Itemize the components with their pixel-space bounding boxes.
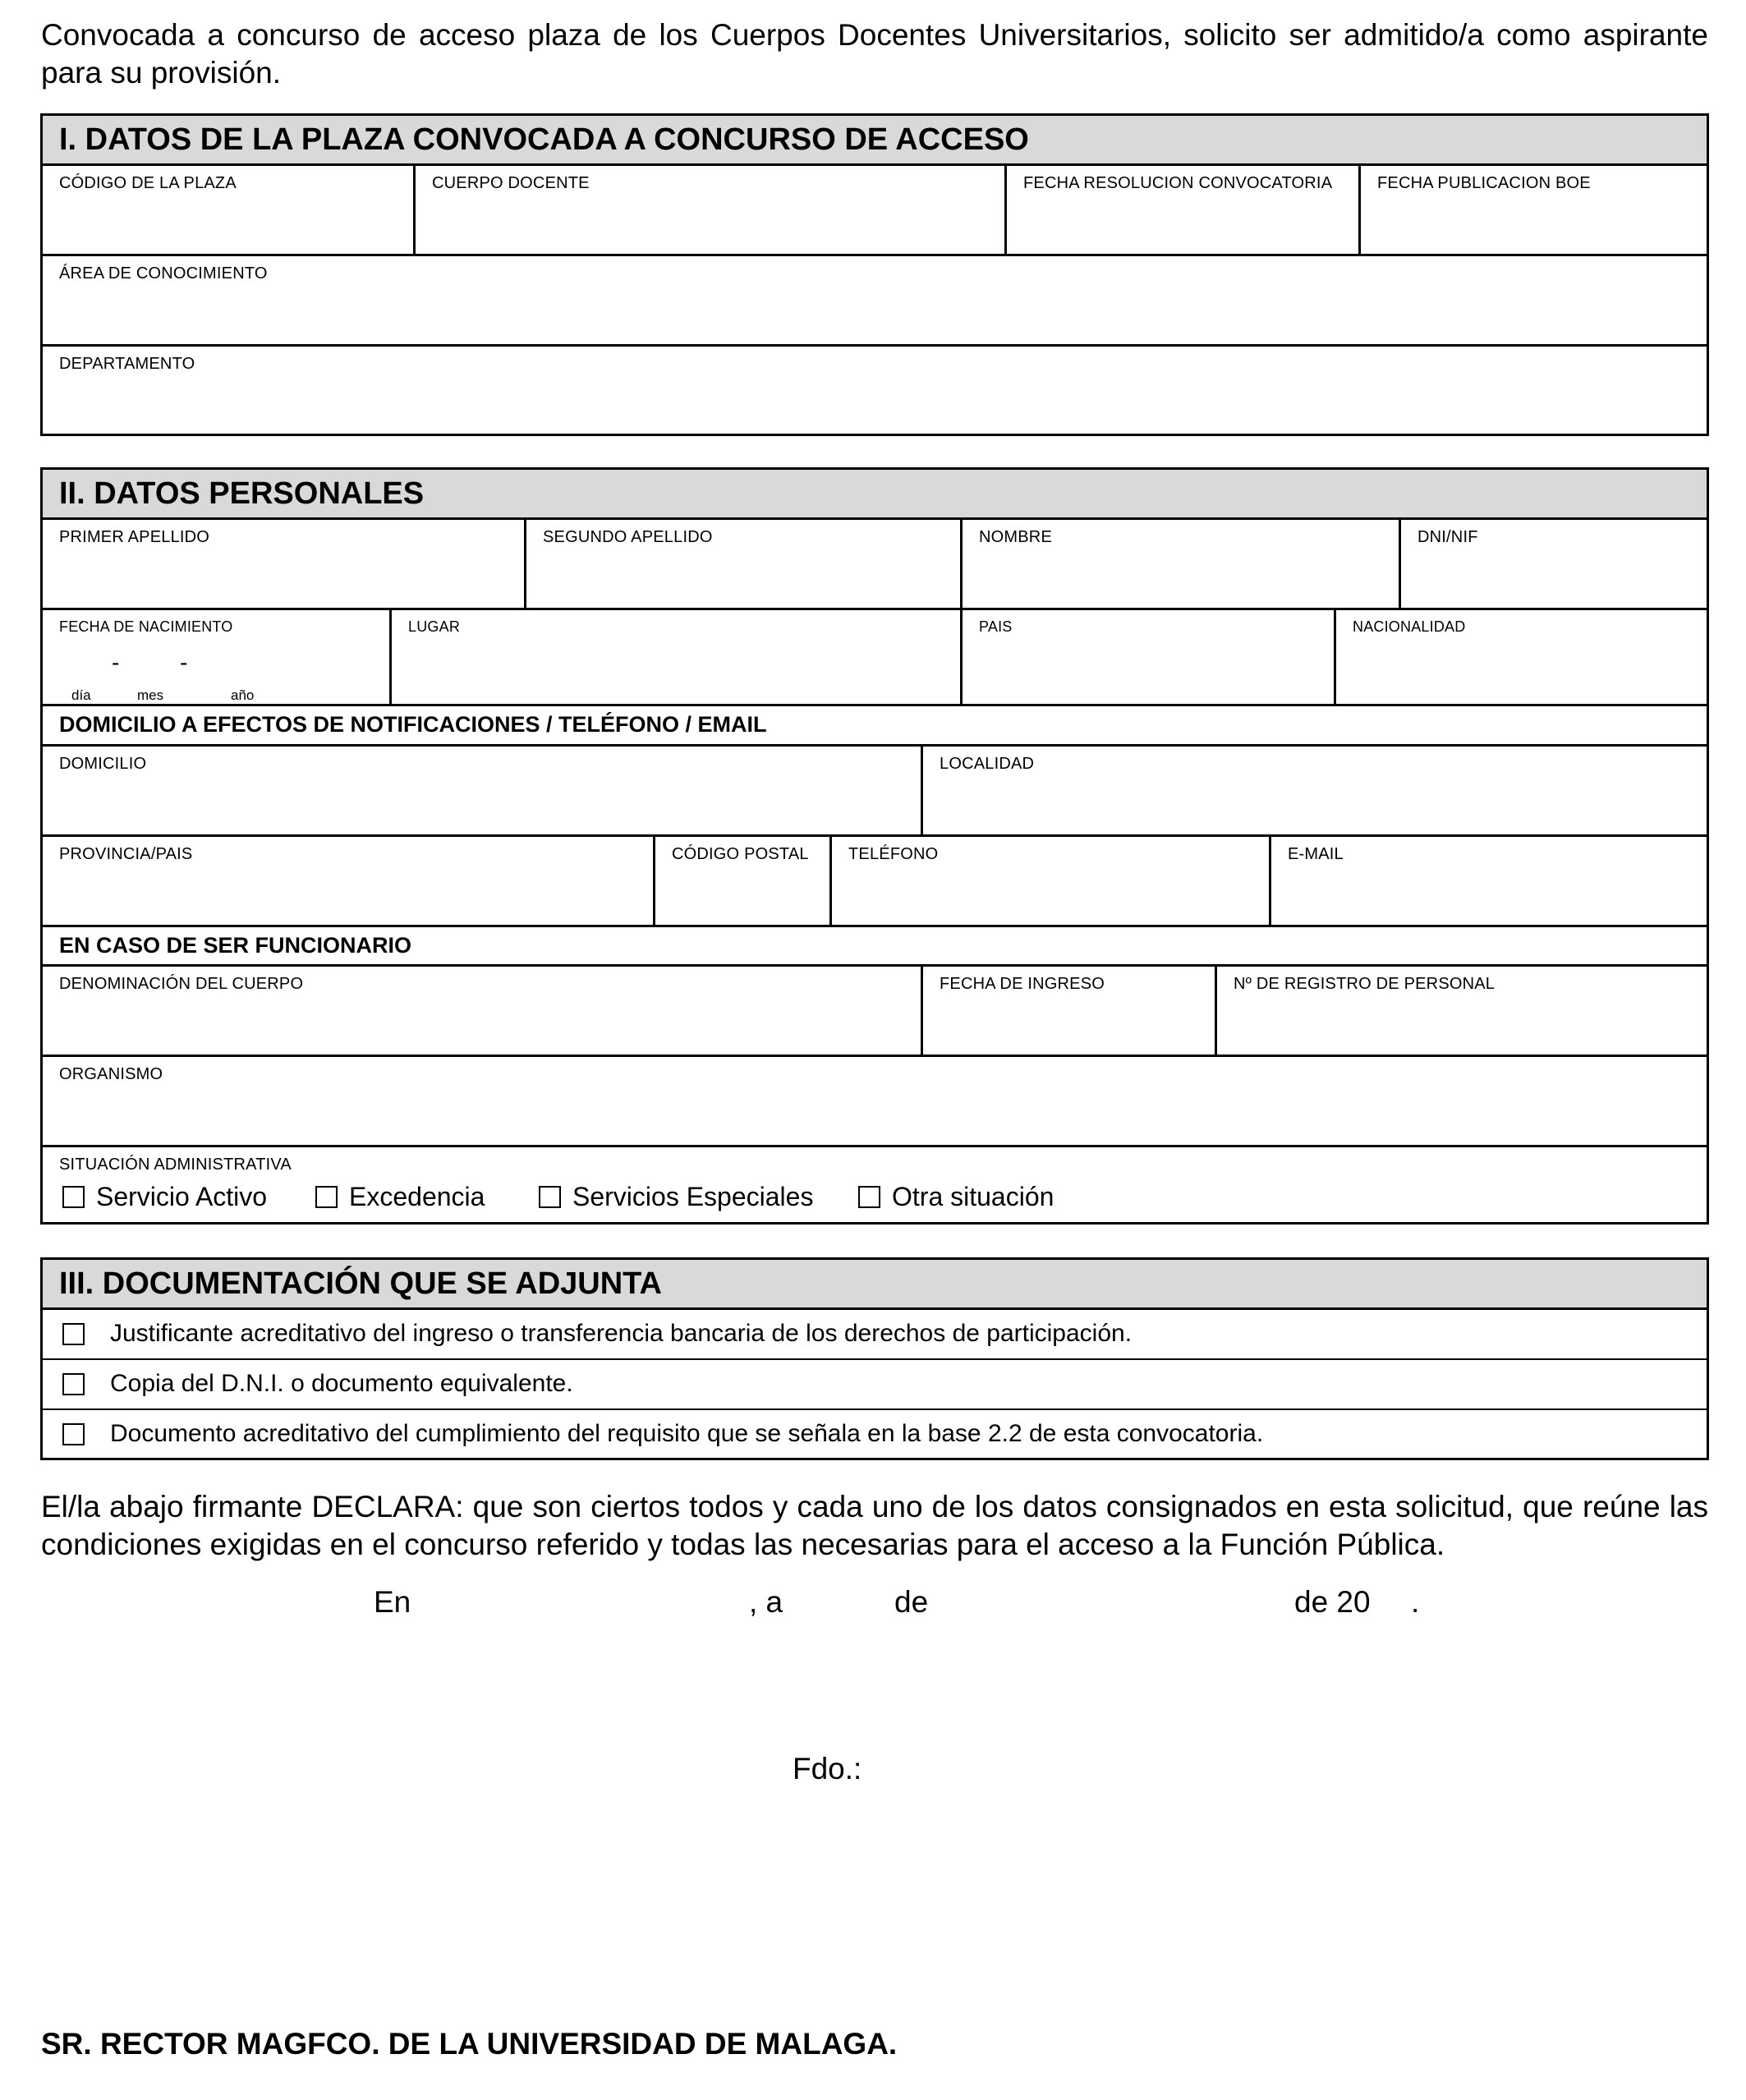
registro-field[interactable] xyxy=(1215,967,1707,1055)
situacion-label: SITUACIÓN ADMINISTRATIVA xyxy=(59,1156,292,1174)
section-plaza xyxy=(40,113,1709,436)
cuerpo-docente-label: CUERPO DOCENTE xyxy=(432,174,590,192)
doc-justificante[interactable] xyxy=(43,1310,1707,1360)
codigo-postal-field[interactable] xyxy=(653,837,829,925)
dni-field[interactable] xyxy=(1399,520,1707,608)
primer-apellido-field[interactable] xyxy=(43,520,524,608)
provincia-label: PROVINCIA/PAIS xyxy=(59,845,193,863)
section-personal-title: II. DATOS PERSONALES xyxy=(43,470,1707,520)
checkbox[interactable] xyxy=(539,1186,561,1208)
option-label: Servicio Activo xyxy=(96,1182,268,1211)
fecha-publicacion-field[interactable] xyxy=(1358,166,1707,254)
localidad-field[interactable] xyxy=(921,747,1707,834)
localidad-label: LOCALIDAD xyxy=(940,755,1035,773)
servicio-activo-option[interactable] xyxy=(62,1182,267,1212)
option-label: Otra situación xyxy=(892,1182,1054,1211)
names-row xyxy=(43,520,1707,610)
excedencia-option[interactable] xyxy=(315,1182,485,1212)
denominacion-label: DENOMINACIÓN DEL CUERPO xyxy=(59,975,304,993)
address-row xyxy=(43,747,1707,837)
contact-row xyxy=(43,837,1707,927)
checkbox[interactable] xyxy=(62,1323,85,1345)
dia-label: día xyxy=(71,687,91,703)
date-de-label: de xyxy=(894,1585,929,1619)
place-a-label: , a xyxy=(749,1585,783,1619)
option-label: Servicios Especiales xyxy=(572,1182,814,1211)
date-separator: - xyxy=(112,650,120,675)
segundo-apellido-field[interactable] xyxy=(524,520,960,608)
fecha-publicacion-label: FECHA PUBLICACION BOE xyxy=(1377,174,1591,192)
date-end-dot: . xyxy=(1411,1585,1420,1619)
section-documentacion-title: III. DOCUMENTACIÓN QUE SE ADJUNTA xyxy=(43,1260,1707,1310)
primer-apellido-label: PRIMER APELLIDO xyxy=(59,528,210,546)
domicilio-field[interactable] xyxy=(43,747,921,834)
servicios-especiales-option[interactable] xyxy=(539,1182,813,1212)
organismo-label: ORGANISMO xyxy=(59,1065,163,1083)
addressee: SR. RECTOR MAGFCO. DE LA UNIVERSIDAD DE MALAGA. xyxy=(41,2027,898,2061)
area-field[interactable] xyxy=(43,256,1707,347)
signature-label: Fdo.: xyxy=(793,1752,862,1785)
codigo-postal-label: CÓDIGO POSTAL xyxy=(672,845,809,863)
domicilio-heading: DOMICILIO A EFECTOS DE NOTIFICACIONES / TELÉFONO / EMAIL xyxy=(59,712,767,737)
fecha-ingreso-field[interactable] xyxy=(921,967,1215,1055)
fecha-resolucion-label: FECHA RESOLUCION CONVOCATORIA xyxy=(1023,174,1333,192)
area-label: ÁREA DE CONOCIMIENTO xyxy=(59,264,268,283)
mes-label: mes xyxy=(137,687,164,703)
section-documentacion xyxy=(40,1257,1709,1460)
fecha-ingreso-label: FECHA DE INGRESO xyxy=(940,975,1105,993)
doc-label: Documento acreditativo del cumplimiento del requisito que se señala en la base 2.2 de esta convocatoria. xyxy=(110,1420,1264,1447)
pais-label: PAIS xyxy=(979,618,1013,635)
funcionario-heading: EN CASO DE SER FUNCIONARIO xyxy=(59,933,412,958)
cuerpo-docente-field[interactable] xyxy=(413,166,1004,254)
departamento-field[interactable] xyxy=(43,347,1707,434)
nacionalidad-field[interactable] xyxy=(1334,610,1707,704)
checkbox[interactable] xyxy=(62,1423,85,1445)
codigo-plaza-label: CÓDIGO DE LA PLAZA xyxy=(59,174,237,192)
telefono-field[interactable] xyxy=(829,837,1269,925)
telefono-label: TELÉFONO xyxy=(848,845,939,863)
fecha-nacimiento-label: FECHA DE NACIMIENTO xyxy=(59,618,233,635)
checkbox[interactable] xyxy=(315,1186,338,1208)
nombre-label: NOMBRE xyxy=(979,528,1052,546)
fecha-resolucion-field[interactable] xyxy=(1004,166,1358,254)
registro-label: Nº DE REGISTRO DE PERSONAL xyxy=(1234,975,1496,993)
domicilio-subheader xyxy=(43,706,1707,747)
segundo-apellido-label: SEGUNDO APELLIDO xyxy=(543,528,713,546)
anio-label: año xyxy=(231,687,255,703)
date-separator: - xyxy=(180,650,188,675)
otra-situacion-option[interactable] xyxy=(858,1182,1054,1212)
situacion-row xyxy=(43,1147,1707,1229)
funcionario-subheader xyxy=(43,927,1707,967)
provincia-field[interactable] xyxy=(43,837,653,925)
checkbox[interactable] xyxy=(858,1186,880,1208)
organismo-field[interactable] xyxy=(43,1057,1707,1147)
date-year-label: de 20 xyxy=(1294,1585,1371,1619)
section-personal xyxy=(40,467,1709,1225)
doc-dni[interactable] xyxy=(43,1360,1707,1410)
pais-field[interactable] xyxy=(960,610,1334,704)
place-en-label: En xyxy=(374,1585,411,1619)
declaration-text: El/la abajo firmante DECLARA: que son ciertos todos y cada uno de los datos consignados en esta solicitud, que reúne las condiciones exigidas en el concurso referido y todas las necesarias para el acceso a la Función Pública. xyxy=(41,1490,1708,1561)
doc-requisito[interactable] xyxy=(43,1410,1707,1460)
checkbox[interactable] xyxy=(62,1186,85,1208)
email-field[interactable] xyxy=(1269,837,1707,925)
fecha-nacimiento-field[interactable] xyxy=(43,610,389,704)
codigo-plaza-field[interactable] xyxy=(43,166,413,254)
cuerpo-row xyxy=(43,967,1707,1057)
option-label: Excedencia xyxy=(349,1182,485,1211)
doc-label: Justificante acreditativo del ingreso o transferencia bancaria de los derechos de participación. xyxy=(110,1320,1133,1347)
lugar-label: LUGAR xyxy=(408,618,461,635)
section-plaza-title: I. DATOS DE LA PLAZA CONVOCADA A CONCURSO DE ACCESO xyxy=(43,116,1707,166)
birth-row xyxy=(43,610,1707,706)
nombre-field[interactable] xyxy=(960,520,1399,608)
departamento-label: DEPARTAMENTO xyxy=(59,355,195,373)
plaza-row-1 xyxy=(43,166,1707,256)
dni-label: DNI/NIF xyxy=(1417,528,1478,546)
lugar-field[interactable] xyxy=(389,610,960,704)
doc-label: Copia del D.N.I. o documento equivalente. xyxy=(110,1370,573,1397)
checkbox[interactable] xyxy=(62,1373,85,1395)
intro-text: Convocada a concurso de acceso plaza de los Cuerpos Docentes Universitarios, solicito ser admitido/a como aspirante para su provisión. xyxy=(41,18,1708,90)
email-label: E-MAIL xyxy=(1288,845,1344,863)
nacionalidad-label: NACIONALIDAD xyxy=(1353,618,1466,635)
denominacion-field[interactable] xyxy=(43,967,921,1055)
domicilio-label: DOMICILIO xyxy=(59,755,147,773)
